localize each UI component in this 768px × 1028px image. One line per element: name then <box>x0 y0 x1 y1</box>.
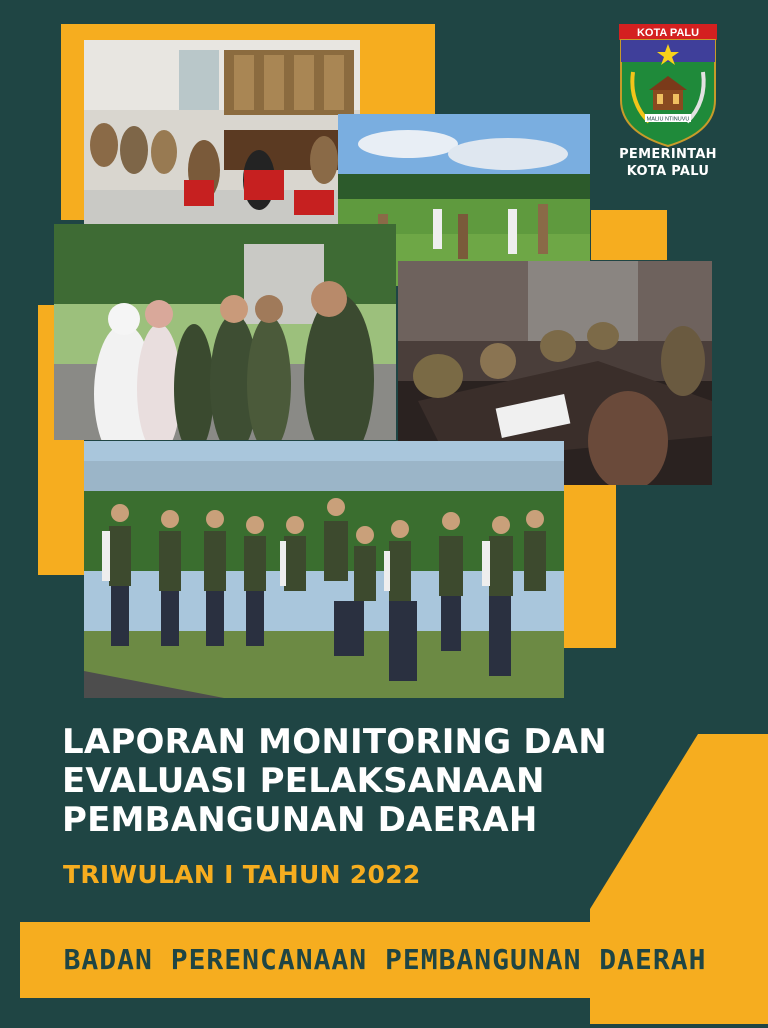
report-title-line-2: EVALUASI PELAKSANAAN <box>62 761 545 801</box>
report-title-line-3: PEMBANGUNAN DAERAH <box>62 800 538 840</box>
report-title <box>62 723 702 840</box>
government-line-2: KOTA PALU <box>626 164 710 179</box>
accent-block-right <box>564 485 616 648</box>
agency-bar <box>20 922 750 998</box>
city-emblem <box>619 22 717 148</box>
government-line-1: PEMERINTAH <box>619 147 717 162</box>
accent-block-right-small <box>591 210 667 260</box>
emblem-banner-text: KOTA PALU <box>636 27 700 39</box>
government-label <box>600 146 736 180</box>
report-title-line-1: LAPORAN MONITORING DAN <box>62 722 607 762</box>
emblem-ribbon-text: MALIU NTINUVU <box>646 116 690 123</box>
team-interview-photo <box>54 224 396 440</box>
meeting-room-photo <box>84 40 360 236</box>
group-photo <box>84 441 564 698</box>
report-period: TRIWULAN I TAHUN 2022 <box>63 860 421 889</box>
agency-name: BADAN PERENCANAAN PEMBANGUNAN DAERAH <box>63 943 707 976</box>
city-emblem-shield-icon <box>619 22 717 148</box>
